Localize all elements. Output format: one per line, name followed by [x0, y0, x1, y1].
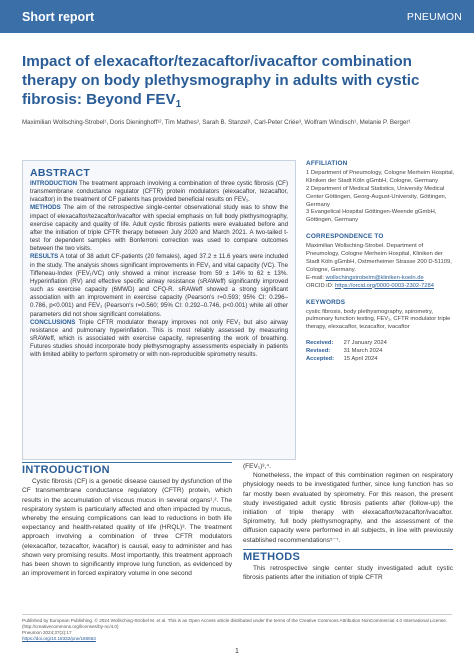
dates-block — [306, 340, 456, 364]
accepted-date: 15 April 2024 — [343, 356, 378, 363]
methods-paragraph: This retrospective single center study investigated adult cystic fibrosis patients after the initiation of triple CFTR — [243, 565, 453, 582]
abstract-heading: ABSTRACT — [30, 167, 91, 179]
doi-link[interactable]: https://doi.org/10.18332/pne/186653 — [22, 636, 96, 641]
title-text: Impact of elexacaftor/tezacaftor/ivacaftor combination therapy on body plethysmography in adults with cystic fibrosis: Beyond FEV — [22, 53, 420, 108]
email-label: E-mail: — [306, 274, 325, 281]
correspondence-heading: CORRESPONDENCE TO — [306, 233, 384, 241]
abstract-conclusions: Triple CFTR modulator therapy improves not only FEV₁ but also airway resistance and pulmonary hyperinflation. This is most reliably assessed by measuring sRAWeff, which is associated with exercise capacity, representing the work of breathing. Futures studies should incorporate body plethysmography assessments especially in patients with limited ability to perform spirometry or with non-reproducible spirometry results. — [30, 318, 288, 359]
sidebar-column — [306, 160, 456, 372]
email-link[interactable]: wollschingstrobelm@kliniken-koeln.de — [325, 274, 424, 281]
body-left-column — [22, 462, 232, 578]
citation-text: Pneumon 2024;37(2):17 — [22, 630, 72, 635]
affiliation-item: 3 Evangelical Hospital Göttingen-Weende gGmbH, Göttingen, Germany — [306, 209, 437, 224]
title-subscript: 1 — [175, 99, 182, 110]
affiliation-item: 2 Department of Medical Statistics, University Medical Center Göttingen, Georg-August-University, Göttingen, Germany — [306, 185, 447, 208]
correspondence-block — [306, 233, 456, 290]
results-label: RESULTS — [30, 253, 59, 261]
introduction-continuation: (FEV₁)³,⁴. — [243, 463, 271, 470]
top-banner — [0, 0, 474, 33]
revised-label: Revised: — [306, 348, 331, 355]
correspondence-text: Maximilian Wollsching-Strobel. Department of Pneumology, Cologne Merheim Hospital, Kliniken der Stadt Köln gGmbH, Ostmerheimer Strasse 200 D-51109, Cologne, Germany. — [306, 243, 452, 273]
license-text: Published by European Publishing. © 2024 Wollsching-Strobel M. et al. This is an Open Access article distributed under the terms of the Creative Commons Attribution NonCommercial 4.0 International License. (http://creativecommons.org/licenses/by-nc/4.0) — [22, 618, 448, 629]
keywords-heading: KEYWORDS — [306, 298, 346, 306]
abstract-introduction: The treatment approach involving a combination of three cystic fibrosis (CF) transmembrane conductance regulator (CFTR) protein modulators (elexacaftor, tezacaftor, ivacaftor) in the treatment of CF patients has provided beneficial results on FEV₁. — [30, 180, 288, 204]
orcid-link[interactable]: https://orcid.org/0000-0003-2302-7284 — [335, 282, 434, 289]
abstract-results: A total of 38 adult CF-patients (20 females), aged 37.2 ± 11.6 years were included in the study. The analysis shows significant improvements in FEV₁ and vital capacity (VC). The Tiffeneau-Index (FEV₁/VC) only showed a minor increase from 59 ± 14% to 62 ± 13%. Hyperinflation (RV) and effective specific airway resistance (sRAWeff) significantly improved such as exercise capacity (6MWD) and CFQ-R. sRAWeff showed a strong significant association with an improvement in exercise capacity (Pearson's r=0.593; 95% CI: 0.296–0.786, p<0.001) and FEV₁ (Pearson's r=0.560; 95% CI: 0.292–0.746, p<0.001) while all other parameters did not show significant correlations. — [30, 253, 288, 318]
abstract-text — [30, 180, 288, 359]
body-right-column — [243, 462, 453, 582]
introduction-heading: INTRODUCTION — [22, 462, 232, 475]
author-list: Maximilian Wollsching-Strobel¹, Doris Dieninghoff¹², Tim Mathes³, Sarah B. Stanzel¹, Carl-Peter Criée³, Wolfram Windisch¹, Melanie P. Berger¹ — [22, 119, 411, 126]
abstract-box — [22, 160, 296, 460]
affiliation-heading: AFFILIATION — [306, 160, 348, 167]
introduction-paragraph-2: Nonetheless, the impact of this combination regimen on respiratory physiology needs to be investigated further, since lung function has so far mostly been evaluated by spirometry. For this reason, the present study investigated adult cystic fibrosis patients after (follow-up) the initiation of triple therapy with elexacaftor/tezacaftor/ivacaftor. Spirometry, full body plethysmography, and the assessment of the diffusion capacity were performed in all subjects, in line with previously established recommendations⁵⁻⁷. — [243, 472, 453, 544]
orcid-label: ORCID iD: — [306, 282, 334, 289]
abstract-methods: The aim of the retrospective single-center observational study was to show the impact of elexacaftor/tezacaftor/ivacaftor with special emphasis on full body plethysmography, exercise capacity and quality of life. Adult cystic fibrosis patients were evaluated before and after the initiation of triple CFTR therapy between July 2020 and March 2021. A two-tailed t-test for dependent samples with Bonferroni correction was used to compare outcomes between the two visits. — [30, 204, 288, 253]
article-type-label: Short report — [22, 9, 95, 24]
received-label: Received: — [306, 340, 334, 347]
journal-name: PNEUMON — [406, 10, 462, 23]
keywords-text: cystic fibrosis, body plethysmography, spirometry, pulmonary function testing, FEV₁, CFTR modulator triple therapy, elexacaftor, tezacaftor, ivacaftor — [306, 308, 451, 331]
methods-label: METHODS — [30, 204, 61, 212]
footer — [22, 614, 452, 642]
revised-date: 31 March 2024 — [343, 348, 383, 355]
received-date: 27 January 2024 — [343, 340, 387, 347]
introduction-paragraph: Cystic fibrosis (CF) is a genetic disease caused by dysfunction of the CF transmembrane conductance regulatory (CFTR) protein, which results in the accumulation of viscous mucus in several organs¹,². The respiratory system is particularly affected and often impacted by mucus, whereby the ensuing complications can lead to reductions in both life expectancy and health-related quality of life (HRQL)³. The treatment approach involving a combination of three CFTR modulators (elexacaftor, tezacaftor, ivacaftor) is causal, easy to administer and has shown very promising results. Most importantly, this treatment approach has been shown to significantly improve lung function, as evidenced by an improvement in forced expiratory volume in one second — [22, 478, 232, 578]
affiliation-block — [306, 160, 456, 225]
page-number: 1 — [235, 648, 239, 655]
conclusions-label: CONCLUSIONS — [30, 318, 76, 326]
keywords-block — [306, 299, 456, 333]
article-title — [22, 52, 452, 114]
methods-heading: METHODS — [243, 549, 453, 562]
affiliation-item: 1 Department of Pneumology, Cologne Merheim Hospital, Kliniken der Stadt Köln gGmbH, Cologne, Germany — [306, 169, 455, 184]
accepted-label: Accepted: — [306, 356, 335, 363]
introduction-label: INTRODUCTION — [30, 180, 78, 187]
